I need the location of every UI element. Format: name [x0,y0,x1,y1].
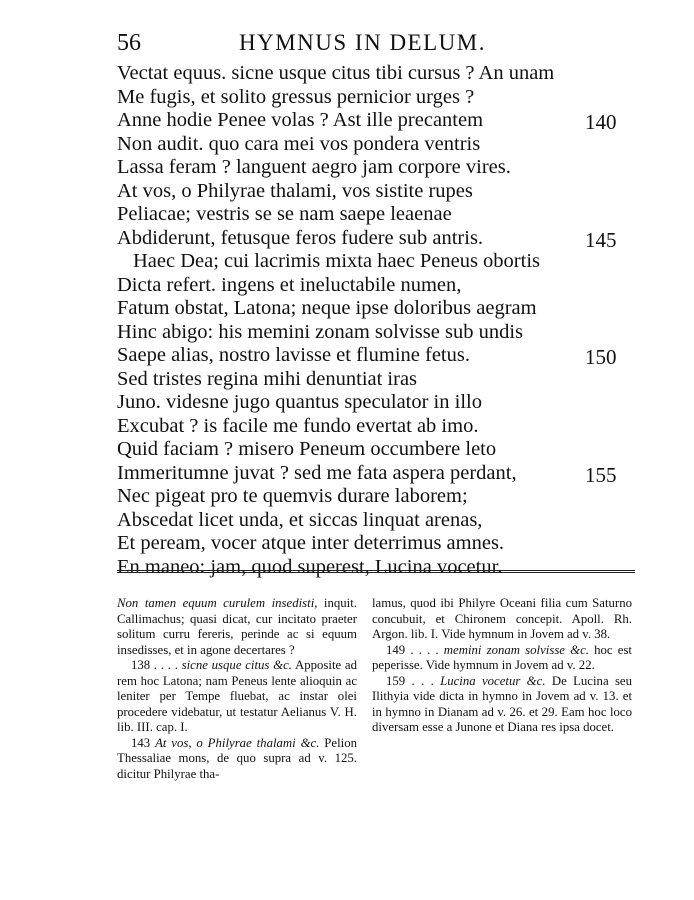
footnote [372,674,632,736]
verse-line: Nec pigeat pro te quemvis durare laborem; [117,485,468,507]
footnote-text: De Lucina seu Ilithyia vide dicta in hymno in Jovem ad v. 13. et in hymno in Dianam ad v. 26. et 29. Eam hoc loco diversam esse a Junone et Diana res ipsa docet. [372,673,633,734]
verse-line: At vos, o Philyrae thalami, vos sistite rupes [117,179,473,202]
verse-line: Quid faciam ? misero Peneum occumbere leto [117,438,497,460]
verse-line: Lassa feram ? languent aegro jam corpore vires. [117,156,511,178]
verse-line: Anne hodie Penee volas ? Ast ille precantem [117,109,484,131]
verse-line: Sed tristes regina mihi denuntiat iras [117,367,418,390]
footnote-text: inquit. Callimachus; quasi dicat, cur incitato praeter solitum curru fereris, perinde ac si equum insedisses, et in agone decertares ? [117,596,357,657]
footnote-lemma: memini zonam solvisse &c. [443,642,589,657]
verse-line: Juno. videsne jugo quantus speculator in illo [117,391,482,413]
verse-line: Immeritumne juvat ? sed me fata aspera perdant, [117,461,517,484]
footnote-ref: 143 [131,735,156,750]
verse-line: Excubat ? is facile me fundo evertat ab imo. [117,414,479,437]
footnote-text: Pelion Thessaliae mons, de quo supra ad v. 125. dicitur Philyrae tha- [117,735,357,781]
footnote-lemma: sicne usque citus &c. [181,658,292,672]
footnote-ref: 138 . . . . [131,658,182,672]
footnote [372,643,632,674]
footnote-lemma: At vos, o Philyrae thalami &c. [155,735,320,750]
footnote [117,596,357,658]
footnote-text: Apposite ad rem hoc Latona; nam Peneus lente alioquin ac leniter per Tempe fluebat, ac instar olei procedere videbatur, ut testatur Aelianus V. H. lib. III. cap. I. [117,658,357,734]
verse-line: Non audit. quo cara mei vos pondera ventris [117,132,481,155]
verse-line: Peliacae; vestris se se nam saepe leaenae [117,203,452,225]
footnote-ref: 159 . . . [386,673,441,688]
footnotes-right-column [372,596,632,736]
running-title: HYMNUS IN DELUM. [239,30,486,55]
footnotes-left-column [117,596,357,782]
footnote-separator-rule [117,570,635,573]
line-number: 145 [585,227,617,252]
verse-line: Saepe alias, nostro lavisse et flumine fetus. [117,344,470,366]
verse-line: Abscedat licet unda, et siccas linquat arenas, [117,508,483,531]
verse-line: Vectat equus. sicne usque citus tibi cursus ? An unam [117,62,555,84]
line-number: 155 [585,462,617,487]
footnote-lemma: Lucina vocetur &c. [440,673,546,688]
footnote [117,736,357,783]
footnote-text: hoc est peperisse. Vide hymnum in Jovem ad v. 22. [372,642,632,672]
verse-line: Et peream, vocer atque inter deterrimus amnes. [117,532,505,554]
footnote-text: lamus, quod ibi Philyre Oceani filia cum Saturno concubuit, et Chironem concepit. Apoll. Rh. Argon. lib. I. Vide hymnum in Jovem ad v. 38. [372,596,632,641]
verse-line: Me fugis, et solito gressus pernicior urges ? [117,85,475,108]
footnote-continuation [372,596,632,643]
line-number: 140 [585,110,617,134]
running-header [117,26,637,60]
footnote [117,658,357,736]
verse-line: Dicta refert. ingens et ineluctabile numen, [117,273,462,296]
line-number: 150 [585,345,617,369]
verse-line: Hinc abigo: his memini zonam solvisse sub undis [117,320,523,343]
footnote-ref: 149 . . . . [386,642,444,657]
verse-line: Haec Dea; cui lacrimis mixta haec Peneus obortis [133,250,541,272]
footnote-lemma: Non tamen equum curulem insedisti, [117,596,318,610]
verse-line: Abdiderunt, fetusque feros fudere sub antris. [117,226,484,249]
page-number: 56 [117,30,141,56]
verse-line: Fatum obstat, Latona; neque ipse doloribus aegram [117,297,537,319]
verse-line: En maneo: jam, quod superest, Lucina vocetur. [117,555,503,578]
